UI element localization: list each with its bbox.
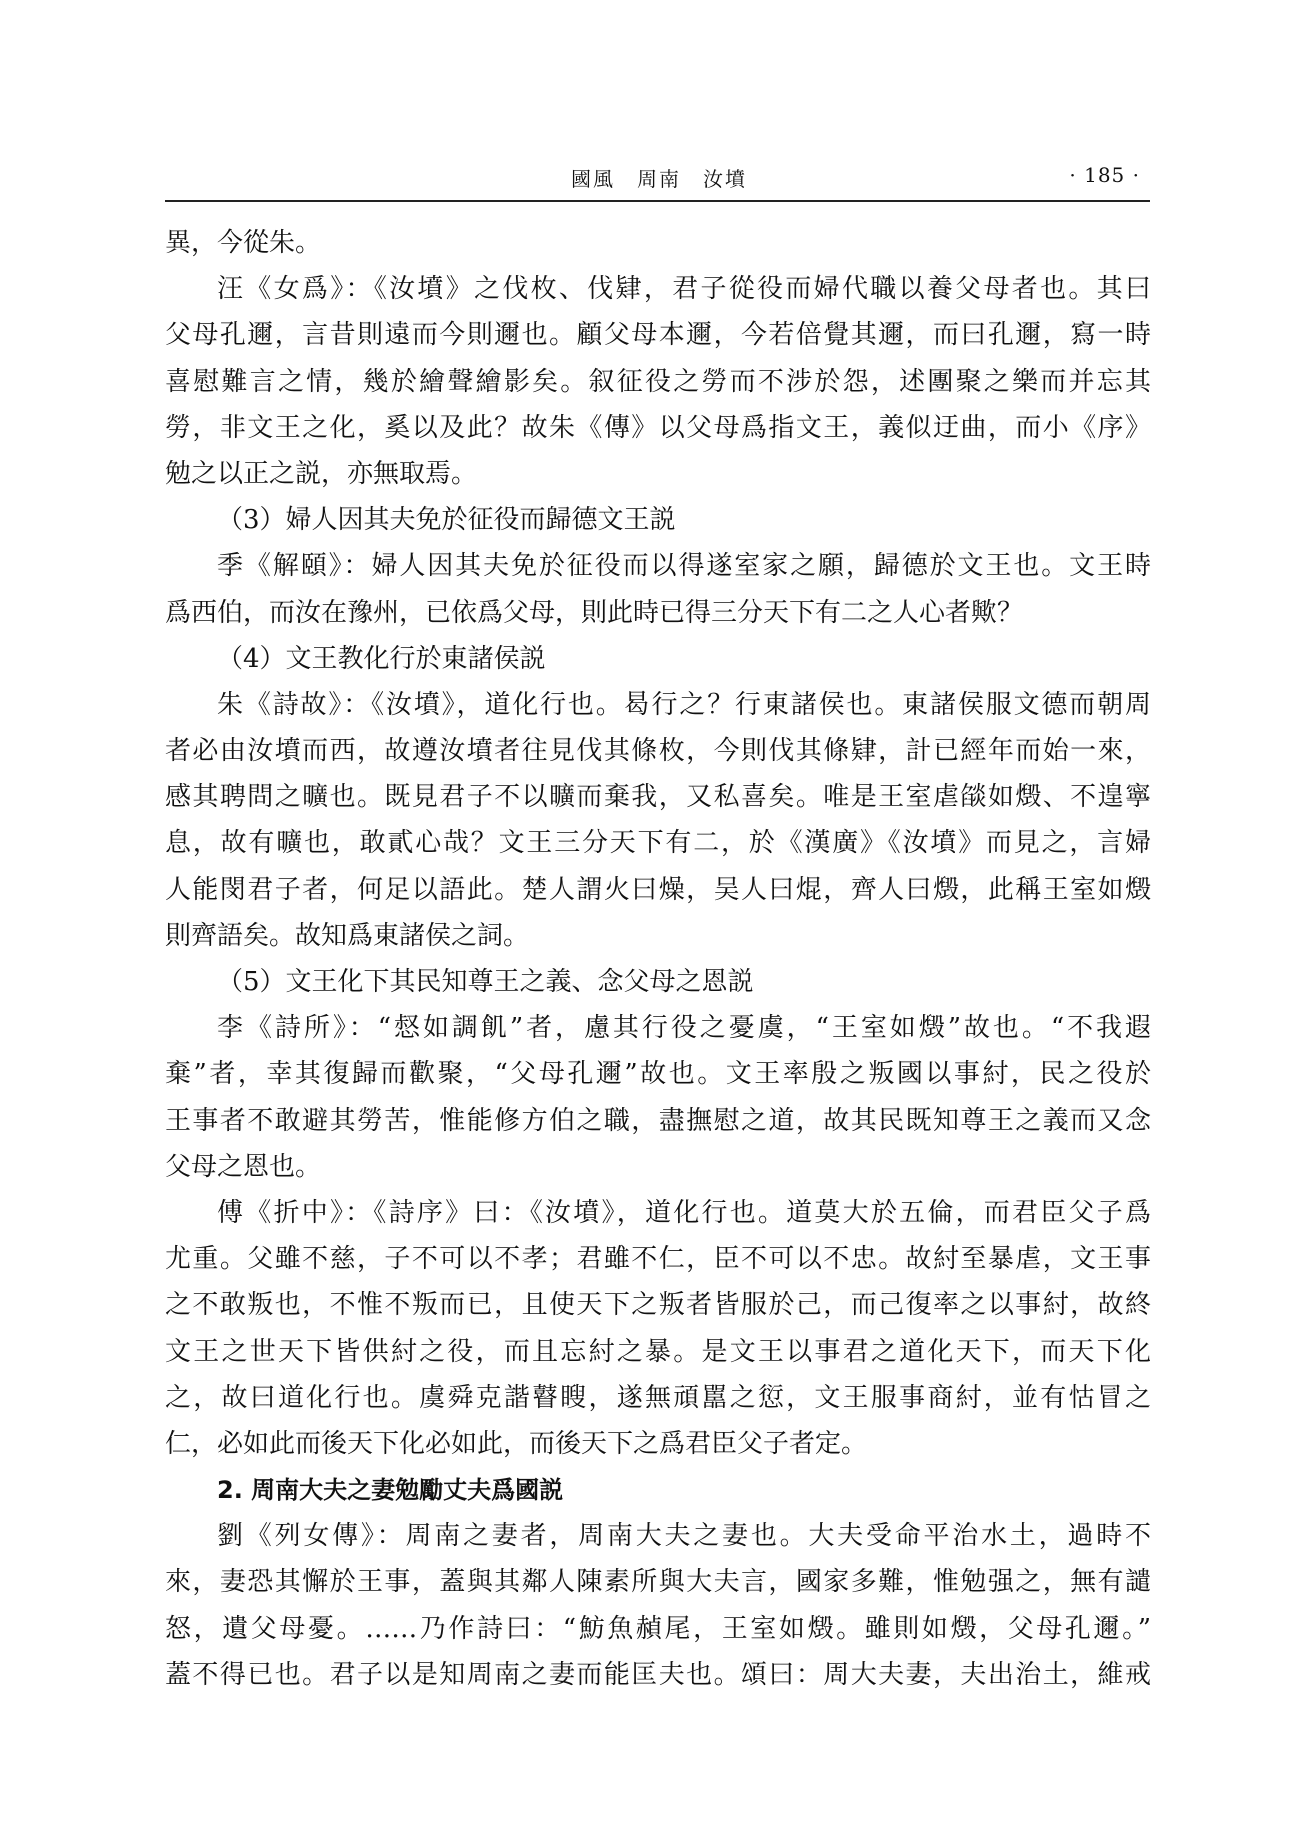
text-line: 勉之以正之説，亦無取焉。 xyxy=(165,458,478,489)
text-line: 父母之恩也。 xyxy=(165,1151,322,1182)
text-line: 人能閔君子者，何足以語此。楚人謂火曰燥，吴人曰焜，齊人曰燬，此稱王室如燬 xyxy=(165,874,1151,905)
text-line: 之不敢叛也，不惟不叛而已，且使天下之叛者皆服於己，而己復率之以事紂，故終 xyxy=(165,1290,1151,1321)
text-line: 感其聘問之曠也。既見君子不以曠而棄我，又私喜矣。唯是王室虐燄如燬、不遑寧 xyxy=(165,782,1151,813)
text-line: （4）文王教化行於東諸侯説 xyxy=(217,643,546,674)
header-rule xyxy=(165,200,1150,202)
text-line: 者必由汝墳而西，故遵汝墳者往見伐其條枚，今則伐其條肄，計已經年而始一來， xyxy=(165,736,1151,767)
text-line: 汪《女爲》：《汝墳》之伐枚、伐肄，君子從役而婦代職以養父母者也。其曰 xyxy=(217,274,1151,305)
text-line: 文王之世天下皆供紂之役，而且忘紂之暴。是文王以事君之道化天下，而天下化 xyxy=(165,1336,1151,1367)
text-line: 尤重。父雖不慈，子不可以不孝；君雖不仁，臣不可以不忠。故紂至暴虐，文王事 xyxy=(165,1244,1151,1275)
text-line: 則齊語矣。故知爲東諸侯之詞。 xyxy=(165,920,530,951)
text-line: （3）婦人因其夫免於征役而歸德文王説 xyxy=(217,505,676,536)
text-line: 父母孔邇，言昔則遠而今則邇也。顧父母本邇，今若倍覺其邇，而曰孔邇，寫一時 xyxy=(165,320,1151,351)
text-line: 喜慰難言之情，幾於繪聲繪影矣。叙征役之勞而不涉於怨，述團聚之樂而并忘其 xyxy=(165,366,1151,397)
text-line: 王事者不敢避其勞苦，惟能修方伯之職，盡撫慰之道，故其民既知尊王之義而又念 xyxy=(165,1105,1151,1136)
text-line: 棄”者，幸其復歸而歡聚，“父母孔邇”故也。文王率殷之叛國以事紂，民之役於 xyxy=(165,1059,1151,1090)
text-line: 異，今從朱。 xyxy=(165,228,322,258)
section-heading: 2. 周南大夫之妻勉勵丈夫爲國説 xyxy=(217,1476,564,1505)
text-line: 傅《折中》：《詩序》曰：《汝墳》，道化行也。道莫大於五倫，而君臣父子爲 xyxy=(217,1197,1151,1228)
text-line: 蓋不得已也。君子以是知周南之妻而能匡夫也。頌曰：周大夫妻，夫出治土，維戒 xyxy=(165,1659,1151,1690)
text-line: 息，故有曠也，敢貳心哉？文王三分天下有二，於《漢廣》《汝墳》而見之，言婦 xyxy=(165,828,1151,859)
text-line: 朱《詩故》：《汝墳》，道化行也。曷行之？行東諸侯也。東諸侯服文德而朝周 xyxy=(217,689,1151,720)
text-line: 李《詩所》：“惄如調飢”者，慮其行役之憂虞，“王室如燬”故也。“不我遐 xyxy=(217,1013,1151,1044)
text-line: 來，妻恐其懈於王事，蓋與其鄰人陳素所與大夫言，國家多難，惟勉强之，無有譴 xyxy=(165,1567,1151,1598)
text-line: 怒，遺父母憂。……乃作詩曰：“魴魚赬尾，王室如燬。雖則如燬，父母孔邇。” xyxy=(165,1613,1151,1644)
text-line: 季《解頤》：婦人因其夫免於征役而以得遂室家之願，歸德於文王也。文王時 xyxy=(217,551,1151,582)
text-line: 劉《列女傳》：周南之妻者，周南大夫之妻也。大夫受命平治水土，過時不 xyxy=(217,1521,1151,1552)
running-head xyxy=(168,163,1150,199)
text-line: 勞，非文王之化，奚以及此？故朱《傳》以父母爲指文王，義似迂曲，而小《序》 xyxy=(165,412,1151,443)
text-line: 爲西伯，而汝在豫州，已依爲父母，則此時已得三分天下有二之人心者歟？ xyxy=(165,597,1024,628)
running-head-title: 國風 周南 汝墳 xyxy=(571,167,747,191)
text-line: 之，故曰道化行也。虞舜克諧瞽瞍，遂無頑嚚之愆，文王服事商紂，並有怙冒之 xyxy=(165,1382,1151,1413)
text-line: 仁，必如此而後天下化必如此，而後天下之爲君臣父子者定。 xyxy=(165,1428,868,1459)
body-text xyxy=(165,220,1151,1698)
page-number: · 185 · xyxy=(1069,163,1140,187)
text-line: （5）文王化下其民知尊王之義、念父母之恩説 xyxy=(217,967,754,997)
